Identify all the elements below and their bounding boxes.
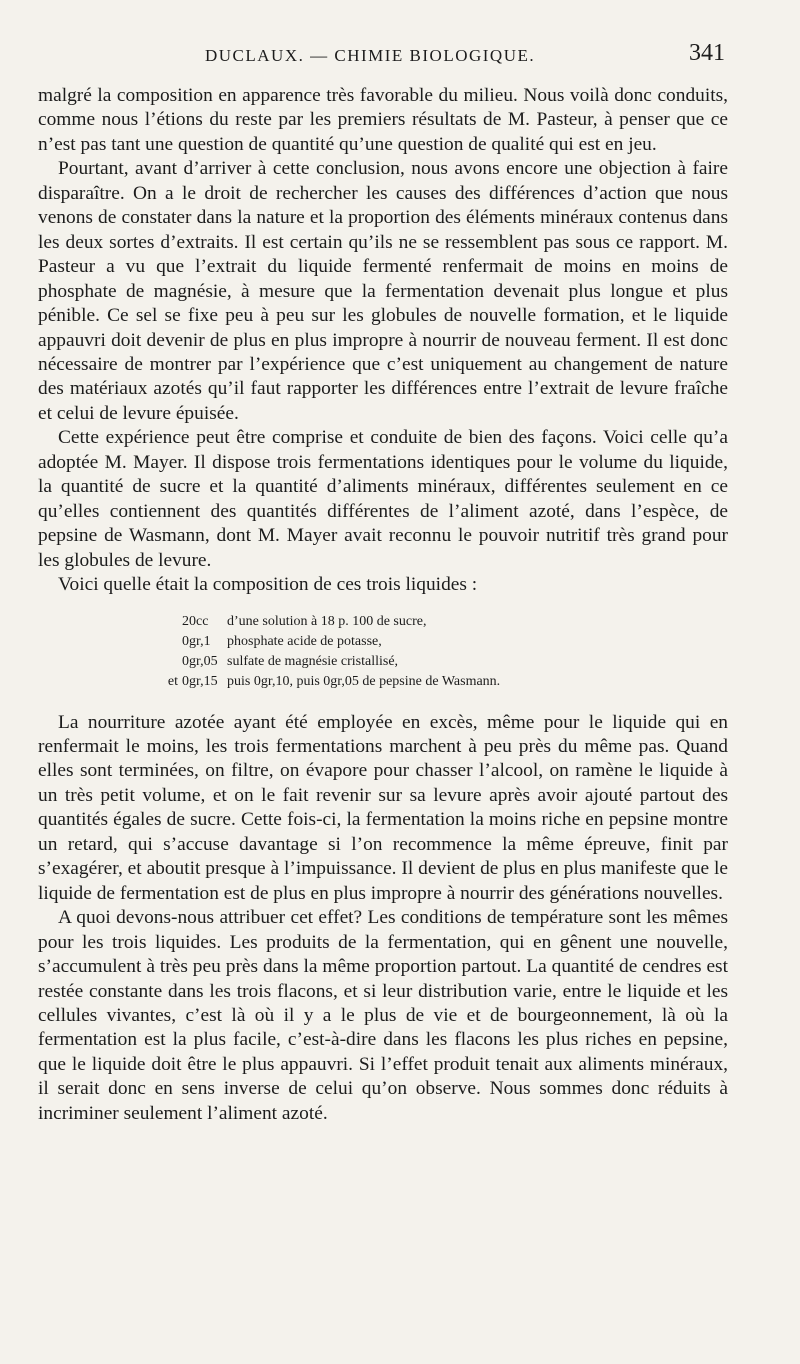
paragraph: A quoi devons-nous attribuer cet effet? Les conditions de température sont les mêmes pour les trois liquides. Les produits de la fermentation, qui en gênent une nouvelle, s’accumulent à très peu près dans la même proportion partout. La quantité de cendres est restée constante dans les trois flacons, et si leur distribution varie, entre le liquide et les cellules vivantes, c’est là où il y a le plus de vie et de bourgeonnement, là où la fermentation est la plus facile, c’est-à-dire dans les flacons les plus riches en pepsine, que le liquide doit être le plus appauvri. Si l’effet produit tenait aux aliments minéraux, il serait donc en sens inverse de celui qu’on observe. Nous sommes donc réduits à incriminer seulement l’aliment azoté. <box>38 907 728 1124</box>
paragraph: La nourriture azotée ayant été employée en excès, même pour le liquide qui en renfermait le moins, les trois fermentations marchent à peu près du même pas. Quand elles sont terminées, on filtre, on évapore pour chasser l’alcool, on ramène le liquide à un très petit volume, et on le fait revenir sur sa levure après avoir ajouté partout des quantités égales de sucre. Cette fois-ci, la fermentation la moins riche en pepsine montre un retard, qui s’accuse davantage si l’on recommence la même épreuve, finit par s’exagérer, et aboutit presque à l’impuissance. Il devient de plus en plus manifeste que le liquide de fermentation est de plus en plus impropre à nourrir des générations nouvelles. <box>38 711 728 904</box>
recipe-prefix <box>38 652 182 672</box>
recipe-quantity: 0gr,15 <box>182 673 218 689</box>
page-header <box>205 40 725 70</box>
recipe-quantity: 0gr,1 <box>182 633 211 649</box>
paragraph: malgré la composition en apparence très favorable du milieu. Nous voilà donc conduits, comme nous l’étions du reste par les premiers résultats de M. Pasteur, à penser que ce n’est pas tant une question de quantité qu’une question de qualité qui est en jeu. <box>38 85 728 155</box>
paragraph: Pourtant, avant d’arriver à cette conclusion, nous avons encore une objection à faire disparaître. On a le droit de rechercher les causes des différences d’action que nous venons de constater dans la nature et la proportion des éléments minéraux contenus dans les deux sortes d’extraits. Il est certain qu’ils ne se ressemblent pas sous ce rapport. M. Pasteur a vu que l’extrait du liquide fermenté renfermait de moins en moins de phosphate de magnésie, à mesure que la fermentation devenait plus longue et plus pénible. Ce sel se fixe peu à peu sur les globules de nouvelle formation, et le liquide appauvri doit devenir de plus en plus impropre à nourrir de nouveau ferment. Il est donc nécessaire de montrer par l’expérience que c’est uniquement au changement de nature des matériaux azotés qu’il faut rapporter les différences entre l’extrait de levure fraîche et celui de levure épuisée. <box>38 158 728 424</box>
recipe-list <box>38 612 728 692</box>
recipe-item <box>38 672 728 692</box>
running-head: DUCLAUX. — CHIMIE BIOLOGIQUE. <box>205 46 536 65</box>
body-text <box>38 84 728 1126</box>
recipe-item <box>38 652 728 672</box>
recipe-description: sulfate de magnésie cristallisé, <box>227 653 399 669</box>
recipe-description: phosphate acide de potasse, <box>227 633 382 649</box>
recipe-quantity: 20cc <box>182 613 209 629</box>
recipe-description: d’une solution à 18 p. 100 de sucre, <box>227 613 427 629</box>
recipe-prefix <box>38 612 182 632</box>
recipe-item <box>38 632 728 652</box>
recipe-description: puis 0gr,10, puis 0gr,05 de pepsine de Wasmann. <box>227 673 501 689</box>
paragraph: Voici quelle était la composition de ces trois liquides : <box>58 574 478 596</box>
recipe-prefix: et <box>167 673 178 689</box>
recipe-item <box>38 612 728 632</box>
recipe-prefix <box>38 632 182 652</box>
page-number: 341 <box>689 40 725 66</box>
paragraph: Cette expérience peut être comprise et conduite de bien des façons. Voici celle qu’a adoptée M. Mayer. Il dispose trois fermentations identiques pour le volume du liquide, la quantité de sucre et la quantité d’aliments minéraux, différentes seulement en ce qu’elles contiennent des quantités différentes de l’aliment azoté, dans l’espèce, de pepsine de Wasmann, dont M. Mayer avait reconnu le pouvoir nutritif très grand pour les globules de levure. <box>38 427 728 571</box>
recipe-quantity: 0gr,05 <box>182 653 218 669</box>
